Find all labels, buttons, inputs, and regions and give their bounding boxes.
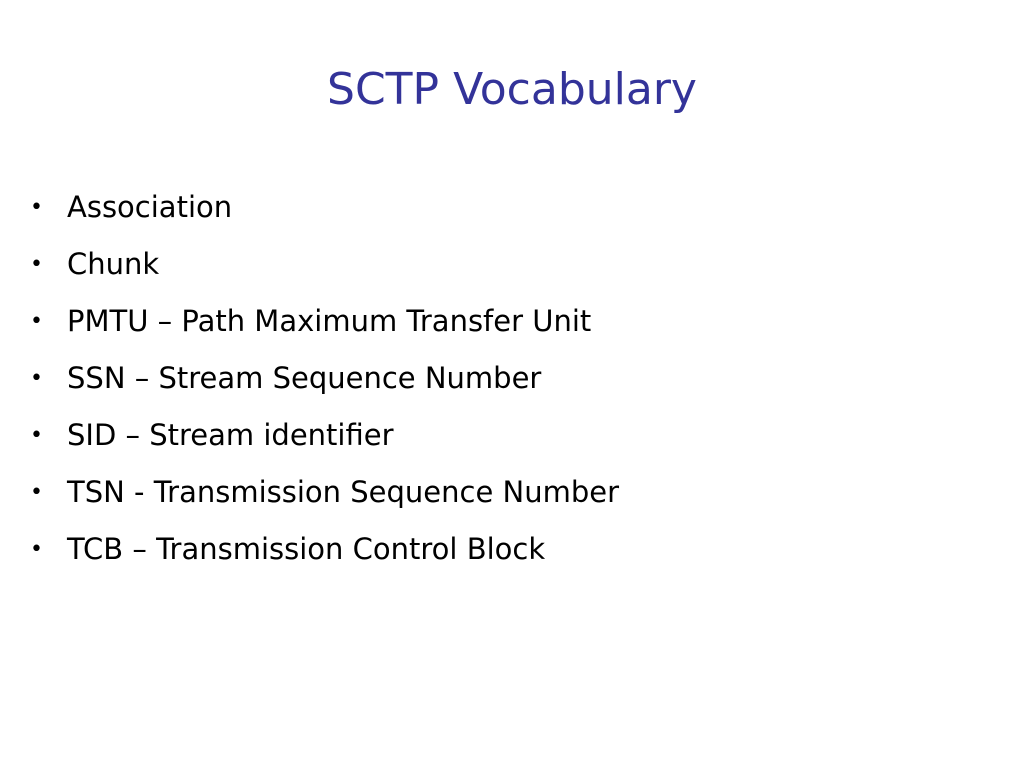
bullet-item-sid — [30, 418, 619, 475]
bullet-text: SID – Stream identifier — [67, 418, 394, 452]
bullet-icon: • — [30, 195, 43, 220]
bullet-text: SSN – Stream Sequence Number — [67, 361, 542, 395]
bullet-item-chunk — [30, 247, 619, 304]
bullet-icon: • — [30, 480, 43, 505]
bullet-text: Chunk — [67, 247, 160, 281]
bullet-item-tcb — [30, 532, 619, 589]
bullet-item-association — [30, 190, 619, 247]
bullet-icon: • — [30, 366, 43, 391]
slide-title: SCTP Vocabulary — [327, 64, 697, 115]
bullet-icon: • — [30, 537, 43, 562]
bullet-item-tsn — [30, 475, 619, 532]
bullet-text: TCB – Transmission Control Block — [67, 532, 546, 566]
bullet-icon: • — [30, 252, 43, 277]
bullet-text: TSN - Transmission Sequence Number — [67, 475, 620, 509]
bullet-text: PMTU – Path Maximum Transfer Unit — [67, 304, 592, 338]
bullet-icon: • — [30, 309, 43, 334]
bullet-list — [30, 190, 619, 589]
bullet-text: Association — [67, 190, 233, 224]
bullet-item-ssn — [30, 361, 619, 418]
bullet-item-pmtu — [30, 304, 619, 361]
bullet-icon: • — [30, 423, 43, 448]
